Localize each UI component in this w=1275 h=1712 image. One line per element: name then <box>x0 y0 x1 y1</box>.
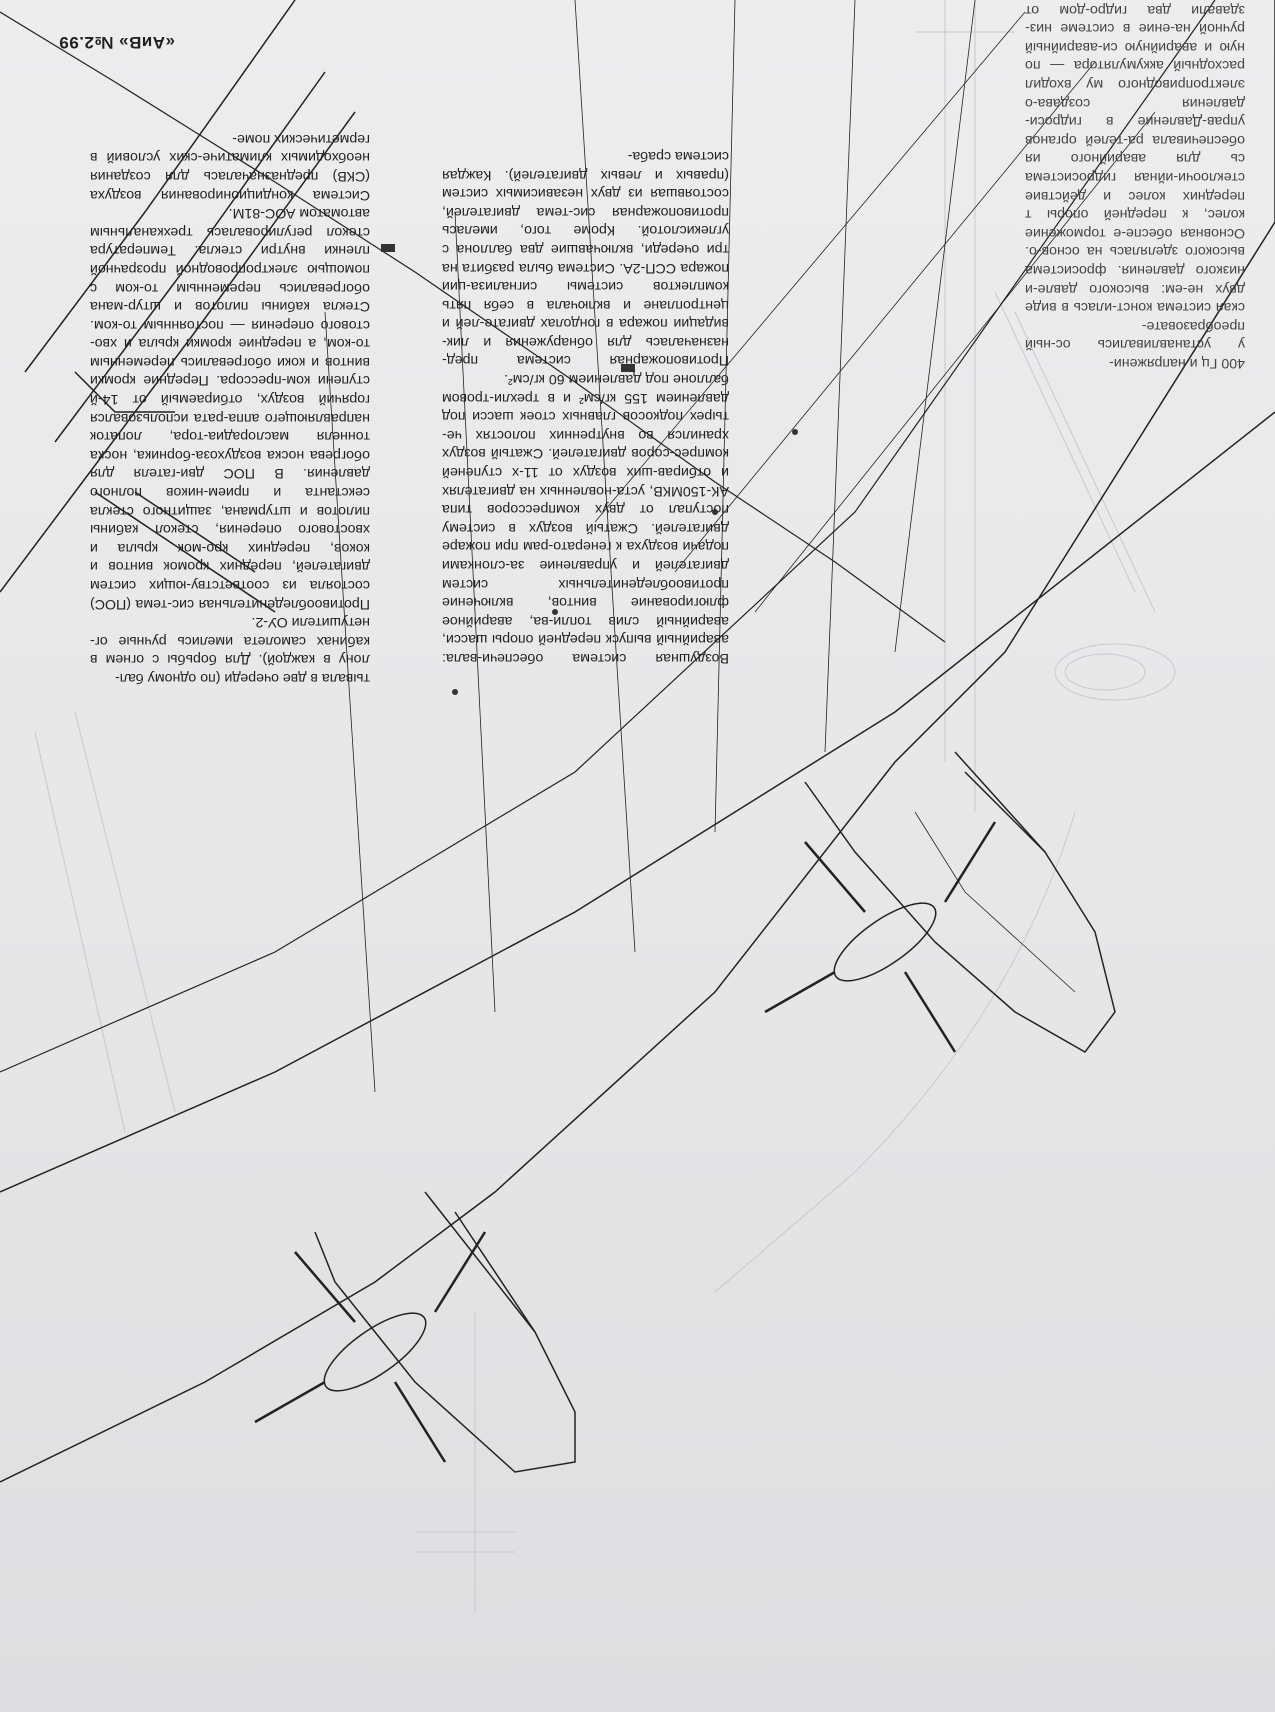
paragraph: лону в каждой). Для борьбы с огнем в кабинах самолета имелись ручные ог-нетушители ОУ-2. <box>90 614 370 668</box>
paragraph: ская система конст-илась в виде двух не-ем: высокого давле-и низкого давления. фросистема высокого зделялась на основ-о. Основная обеспе-е торможение колес, к передней опоры т передних колес и действие стеклоочи-ийная гидросистема сь для аварийного ия обеспечивала ра-телей органов управ-Давление в гидроси-давления создава-о электроприводного му входил расходный аккумулятора — по ную и аварийную си-аварийный ручной на-ение в системе низ-здавали два гидро-дом от <box>1025 1 1245 316</box>
text-column-middle <box>442 146 729 667</box>
paragraph: Система кондиционирования воздуха (СКВ) предназначалась для создания необходимых климатиче-ских условий в герметических поме- <box>90 130 370 203</box>
paragraph: Противопожарная система пред-назначалась для обнаружения и лик-видации пожара в гондолах двигате-лей и центроплане и включала в себя пять комплектов системы сигнализа-ции пожара ССП-2А. Система была разбита на три очереди, включавшие два баллона с углекислотой. Кроме того, имелась противопожарная сис-тема двигателей, состоявшая из двух независимых систем (правых и левых двигателей). Каждая система сраба- <box>442 147 729 369</box>
paragraph: Воздушная система обеспечи-вала: аварийный выпуск передней опоры шасси, аварийный слив топли-ва, аварийное флюгирование винтов, включение противообледенительных систем двигателей и управление за-слонками подачи воздуха к генерато-рам при пожаре двигателей. Сжатый воздух в систему поступал от двух компрессоров типа АК-150МКВ, уста-новленных на двигателях и отбирав-ших воздух от 11-х ступеней компрес-соров двигателей. Сжатый воздух хранился во внутренних полостях че-тырех подкосов главных стоек шасси под давлением 155 кг/см² и в трехли-тровом баллоне под давлением 60 кг/см². <box>442 371 729 666</box>
paragraph: тывала в две очереди (по одному бал- <box>115 670 370 686</box>
paragraph: Противообледенительная сис-тема (ПОС) состояла из соответству-ющих систем двигателей, передних кромок винтов и коков, передних кро-мок крыла и хвостового оперения, стекол кабины пилотов и штурмана, защитного стекла секстанта и прием-ников полного давления. В ПОС дви-гателя для обогрева носка воздухоза-борника, носка тоннеля маслорадиа-тора, лопаток направляющего аппа-рата использовался горячий воздух, отбираемый от 14-й ступени ком-прессора. Передние кромки винтов и коки обогревались переменным то-ком, а передние кромки крыла и хво-стового оперения — постоянным то-ком. Стекла кабины пилотов и штур-мана обогревались переменным то-ком с помощью электропроводной прозрачной пленки внутри стекла. Температура стекол регулировалась трехканальным автоматом АОС-81М. <box>90 205 370 612</box>
paragraph: у устанавливались ос-ный преобразовате- <box>1025 317 1245 353</box>
issue-header: «АиВ» №2.99 <box>58 33 175 52</box>
text-column-left-cropped <box>1025 0 1245 372</box>
paragraph: 400 Гц и напряжени- <box>1109 355 1245 371</box>
text-column-right <box>90 129 370 687</box>
